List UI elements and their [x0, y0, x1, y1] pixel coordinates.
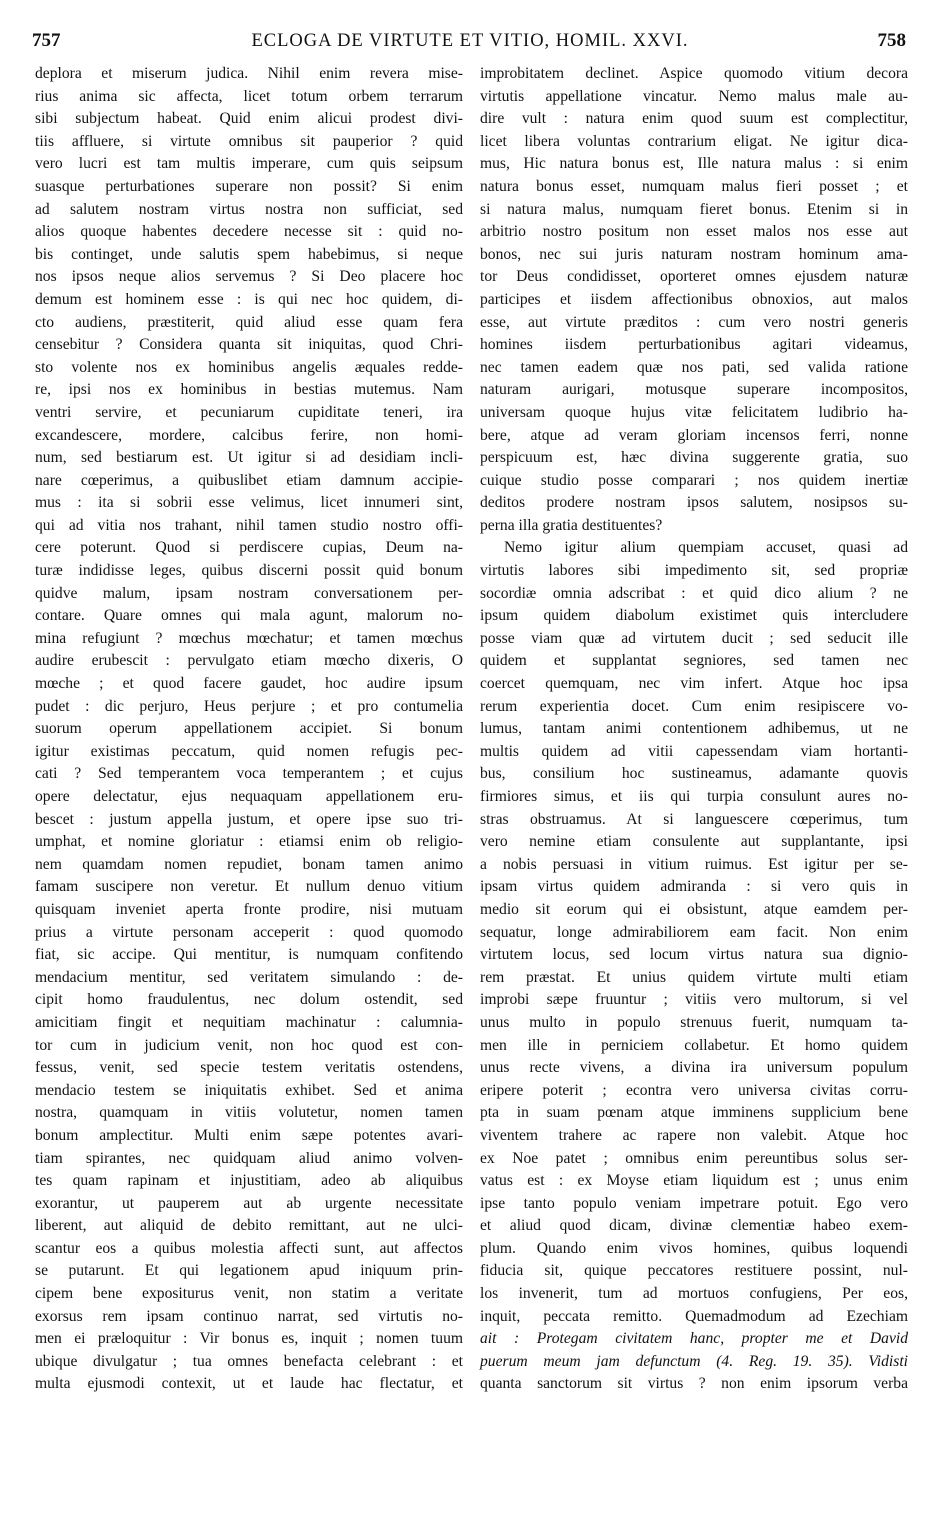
- text-line: exorantur, ut pauperem aut ab urgente necessitate: [35, 1194, 463, 1212]
- text-line: nos ipsos neque alios servemus ? Si Deo placere hoc: [35, 268, 463, 286]
- text-line: men ille in perniciem collabetur. Et homo quidem: [480, 1036, 908, 1054]
- text-line: nem quamdam nomen repudiet, bonam tamen animo: [35, 855, 463, 873]
- text-line: ubique divulgatur ; tua omnes benefacta celebrant : et: [35, 1352, 463, 1370]
- text-line: puerum meum jam defunctum (4. Reg. 19. 35). Vidisti: [480, 1352, 908, 1370]
- text-line: tiam spirantes, nec quidquam aliud animo volven-: [35, 1149, 463, 1167]
- text-line: rem præstat. Et unius quidem virtute multi etiam: [480, 968, 908, 986]
- text-line: fiat, sic accipe. Qui mentitur, is numquam confitendo: [35, 946, 463, 964]
- text-line: contare. Quare omnes qui mala agunt, malorum no-: [35, 607, 463, 625]
- text-line: audire erubescit : pervulgato etiam mœcho dixeris, O: [35, 652, 463, 670]
- text-line: virtutem locus, sed locum virtus natura sua dignio-: [480, 946, 908, 964]
- running-title: ECLOGA DE VIRTUTE ET VITIO, HOMIL. XXVI.: [251, 31, 689, 51]
- text-line: si natura malus, numquam fieret bonus. Etenim si in: [480, 200, 908, 218]
- text-line: quidve malum, ipsam nostram conversationem per-: [35, 584, 463, 602]
- text-line: et aliud quod dicam, divinæ clementiæ habeo exem-: [480, 1217, 908, 1235]
- text-line: esse, aut virtute præditos : cum vero nostri generis: [480, 313, 908, 331]
- text-line: nec tamen eadem quæ nos pati, sed valida ratione: [480, 358, 908, 376]
- text-line: stras obstruamus. At si languescere cœperimus, tum: [480, 810, 908, 828]
- text-line: inquit, peccata remitto. Quemadmodum ad Ezechiam: [480, 1307, 908, 1325]
- text-line: bus, consilium hoc sustineamus, adamante quovis: [480, 765, 908, 783]
- text-line: vero nemine etiam consulente aut supplantante, ipsi: [480, 833, 908, 851]
- text-line: homines iisdem perturbationibus agitari videamus,: [480, 336, 908, 354]
- text-line: igitur existimas peccatum, quid nomen refugis pec-: [35, 742, 463, 760]
- text-line: cipem bene expositurus venit, non statim a veritate: [35, 1285, 463, 1303]
- text-line: sequatur, longe admirabiliorem eam facit. Non enim: [480, 923, 908, 941]
- text-line: turæ indidisse leges, quibus discerni possit quid bonum: [35, 562, 463, 580]
- text-line: plum. Quando enim vivos homines, quibus loquendi: [480, 1239, 908, 1257]
- page-number-left: 757: [32, 30, 61, 51]
- text-line: cere poterunt. Quod si perdiscere cupias, Deum na-: [35, 539, 463, 557]
- text-line: re, ipsi nos ex hominibus in bestias mutemus. Nam: [35, 381, 463, 399]
- text-line: rius anima sic affecta, licet totum orbem terrarum: [35, 87, 463, 105]
- text-line: exorsus rem ipsam continuo narrat, sed virtutis no-: [35, 1307, 463, 1325]
- text-line: mina refugiunt ? mœchus mœchatur; et tamen mœchus: [35, 629, 463, 647]
- text-line: mus, Hic natura bonus est, Ille natura malus : si enim: [480, 155, 908, 173]
- text-line: suasque perturbationes superare non possit? Si enim: [35, 177, 463, 195]
- text-line: ex Noe patet ; omnibus enim pereuntibus solus ser-: [480, 1149, 908, 1167]
- text-line: virtutis labores sibi impedimento sit, sed propriæ: [480, 562, 908, 580]
- text-line: dire vult : natura enim quod suum est complectitur,: [480, 110, 908, 128]
- text-line: vero lucri est tam multis imperare, cum quis seipsum: [35, 155, 463, 173]
- page-number-right: 758: [877, 30, 906, 51]
- text-line: mendacium mentitur, sed veritatem simulando : de-: [35, 968, 463, 986]
- text-line: naturam aurigari, motusque superare incompositos,: [480, 381, 908, 399]
- running-header: [30, 30, 910, 56]
- text-line: improbi sæpe fruuntur ; vitiis vero multorum, si vel: [480, 991, 908, 1009]
- text-line: alios quoque habentes decedere necesse sit : quid no-: [35, 223, 463, 241]
- text-line: fessus, venit, sed specie testem veritatis ostendens,: [35, 1059, 463, 1077]
- text-line: deditos prodere nostram ipsos salutem, nosipsos su-: [480, 494, 908, 512]
- text-line: tor cum in judicium venit, non hoc quod est con-: [35, 1036, 463, 1054]
- text-line: quisquam inveniet aperta fronte prodire, nisi mutuam: [35, 900, 463, 918]
- text-line: tiis affluere, si virtute omnibus sit pauperior ? quid: [35, 132, 463, 150]
- text-line: qui ad vitia nos trahant, nihil tamen studio nostro offi-: [35, 516, 463, 534]
- left-column: [35, 63, 463, 1396]
- text-line: universam quoque hujus vitæ felicitatem ludibrio ha-: [480, 403, 908, 421]
- text-line: num, sed bestiarum est. Ut igitur si ad desidiam incli-: [35, 449, 463, 467]
- text-line: Nemo igitur alium quempiam accuset, quasi ad: [504, 539, 908, 557]
- text-line: ipsum quidem diabolum existimet quis intercludere: [480, 607, 908, 625]
- text-line: fiducia sit, quique peccatores restituere possint, nul-: [480, 1262, 908, 1280]
- text-line: censebitur ? Considera quanta sit iniquitas, quod Chri-: [35, 336, 463, 354]
- text-line: bonum amplectitur. Multi enim sæpe potentes avari-: [35, 1126, 463, 1144]
- text-line: unus recte vivens, a divina ira universum populum: [480, 1059, 908, 1077]
- text-line: eripere poterit ; econtra vero universa civitas corru-: [480, 1081, 908, 1099]
- text-line: scantur eos a quibus molestia affecti sunt, aut affectos: [35, 1239, 463, 1257]
- text-line: improbitatem declinet. Aspice quomodo vitium decora: [480, 65, 908, 82]
- text-line: sto volente nos ex hominibus angelis æquales redde-: [35, 358, 463, 376]
- text-line: tor Deus condidisset, oporteret omnes ejusdem naturæ: [480, 268, 908, 286]
- text-line: cati ? Sed temperantem voca temperantem ; et cujus: [35, 765, 463, 783]
- text-line: bescet : justum appella justum, et opere ipse suo tri-: [35, 810, 463, 828]
- text-line: viventem trahere ac rapere non valebit. Atque hoc: [480, 1126, 908, 1144]
- text-line: a nobis persuasi in vitium ruimus. Est igitur per se-: [480, 855, 908, 873]
- text-line: ad salutem nostram virtus nostra non sufficiat, sed: [35, 200, 463, 218]
- text-line: nare cœperimus, a quibuslibet etiam damnum accipie-: [35, 471, 463, 489]
- text-line: excandescere, mordere, calcibus ferire, non homi-: [35, 426, 463, 444]
- text-line: coercet quemquam, nec vim infert. Atque hoc ipsa: [480, 675, 908, 693]
- text-line: suorum operum appellationem accipiet. Si bonum: [35, 720, 463, 738]
- text-line: pta in suam pœnam atque imminens supplicium bene: [480, 1104, 908, 1122]
- text-line: ipse tanto populo veniam impetrare potuit. Ego vero: [480, 1194, 908, 1212]
- text-line: socordiæ omnia adscribat : et quid dico alium ? ne: [480, 584, 908, 602]
- text-line: pudet : dic perjuro, Heus perjure ; et pro contumelia: [35, 697, 463, 715]
- text-line: virtutis appellatione vincatur. Nemo malus male au-: [480, 87, 908, 105]
- text-line: tes quam rapinam et injustitiam, adeo ab aliquibus: [35, 1172, 463, 1190]
- text-line: liberent, aut aliquid de debito remittant, aut ne ulci-: [35, 1217, 463, 1235]
- text-line: cto audiens, præstiterit, quid aliud esse quam fera: [35, 313, 463, 331]
- text-line: men ei præloquitur : Vir bonus es, inquit ; nomen tuum: [35, 1330, 463, 1348]
- text-line: los invenerit, tum ad mortuos confugiens, Per eos,: [480, 1285, 908, 1303]
- text-line: multa ejusmodi contexit, ut et laude hac flectatur, et: [35, 1375, 463, 1393]
- text-line: bis continget, unde salutis spem habebimus, si neque: [35, 245, 463, 263]
- text-line: participes et iisdem affectionibus obnoxios, aut malos: [480, 290, 908, 308]
- text-line: unus multo in populo strenuus fuerit, numquam ta-: [480, 1013, 908, 1031]
- text-line: cipit homo fraudulentus, nec dolum ostendit, sed: [35, 991, 463, 1009]
- text-line: lumus, tantam animi contentionem adhibemus, ut ne: [480, 720, 908, 738]
- text-line: famam suscipere non veretur. Et nullum denuo vitium: [35, 878, 463, 896]
- text-line: vatus est : ex Moyse etiam liquidum est ; unus enim: [480, 1172, 908, 1190]
- text-line: sibi subjectum habeat. Quid enim alicui prodest divi-: [35, 110, 463, 128]
- text-line: quidem et supplantat segniores, sed tamen nec: [480, 652, 908, 670]
- text-line: cuique studio posse comparari ; nos quidem inertiæ: [480, 471, 908, 489]
- text-line: deplora et miserum judica. Nihil enim revera mise-: [35, 65, 463, 82]
- text-line: bonos, nec sui juris naturam nostram hominum ama-: [480, 245, 908, 263]
- text-line: quanta sanctorum sit virtus ? non enim ipsorum verba: [480, 1375, 908, 1393]
- text-line: prius a virtute personam acceperit : quod quomodo: [35, 923, 463, 941]
- text-line: ipsam virtus quidem admiranda : si vero quis in: [480, 878, 908, 896]
- text-line: opere delectatur, ejus nequaquam appellationem eru-: [35, 788, 463, 805]
- right-column: [480, 63, 908, 1396]
- text-line: amicitiam fingit et nequitiam machinatur : calumnia-: [35, 1013, 463, 1031]
- text-line: umphat, et nomine gloriatur : etiamsi enim ob religio-: [35, 833, 463, 851]
- text-line: mendacio testem se iniquitatis exhibet. Sed et anima: [35, 1081, 463, 1099]
- text-line: multis quidem ad vitii capessendam viam hortanti-: [480, 742, 908, 760]
- text-line: perspicuum est, hæc divina suggerente gratia, suo: [480, 449, 908, 467]
- text-line: ventri servire, et pecuniarum cupiditate teneri, ira: [35, 403, 463, 421]
- text-line: medio sit eorum qui ei obsistunt, atque eamdem per-: [480, 900, 908, 918]
- text-line: licet libera voluntas contrarium eligat. Ne igitur dica-: [480, 132, 908, 150]
- text-line: perna illa gratia destituentes?: [480, 516, 663, 534]
- text-line: mus : ita si sobrii esse velimus, licet innumeri sint,: [35, 494, 463, 512]
- text-line: bere, atque ad veram gloriam incensos ferri, nonne: [480, 426, 908, 444]
- text-line: firmiores simus, et iis qui turpia consulunt aures no-: [480, 788, 908, 805]
- text-line: posse viam quæ ad virtutem ducit ; sed seducit ille: [480, 629, 908, 647]
- text-line: nostra, quamquam in vitiis volutetur, nomen tamen: [35, 1104, 463, 1122]
- text-line: mœche ; et quod facere gaudet, hoc audire ipsum: [35, 675, 463, 693]
- text-line: ait : Protegam civitatem hanc, propter me et David: [480, 1330, 908, 1348]
- text-line: rerum experientia docet. Cum enim resipiscere vo-: [480, 697, 908, 715]
- text-line: demum est hominem esse : is qui nec hoc quidem, di-: [35, 290, 463, 308]
- text-line: se putarunt. Et qui legationem apud iniquum prin-: [35, 1262, 463, 1280]
- text-line: natura bonus esset, numquam malus fieri posset ; et: [480, 177, 908, 195]
- text-line: arbitrio nostro positum non esset malos nos esse aut: [480, 223, 908, 241]
